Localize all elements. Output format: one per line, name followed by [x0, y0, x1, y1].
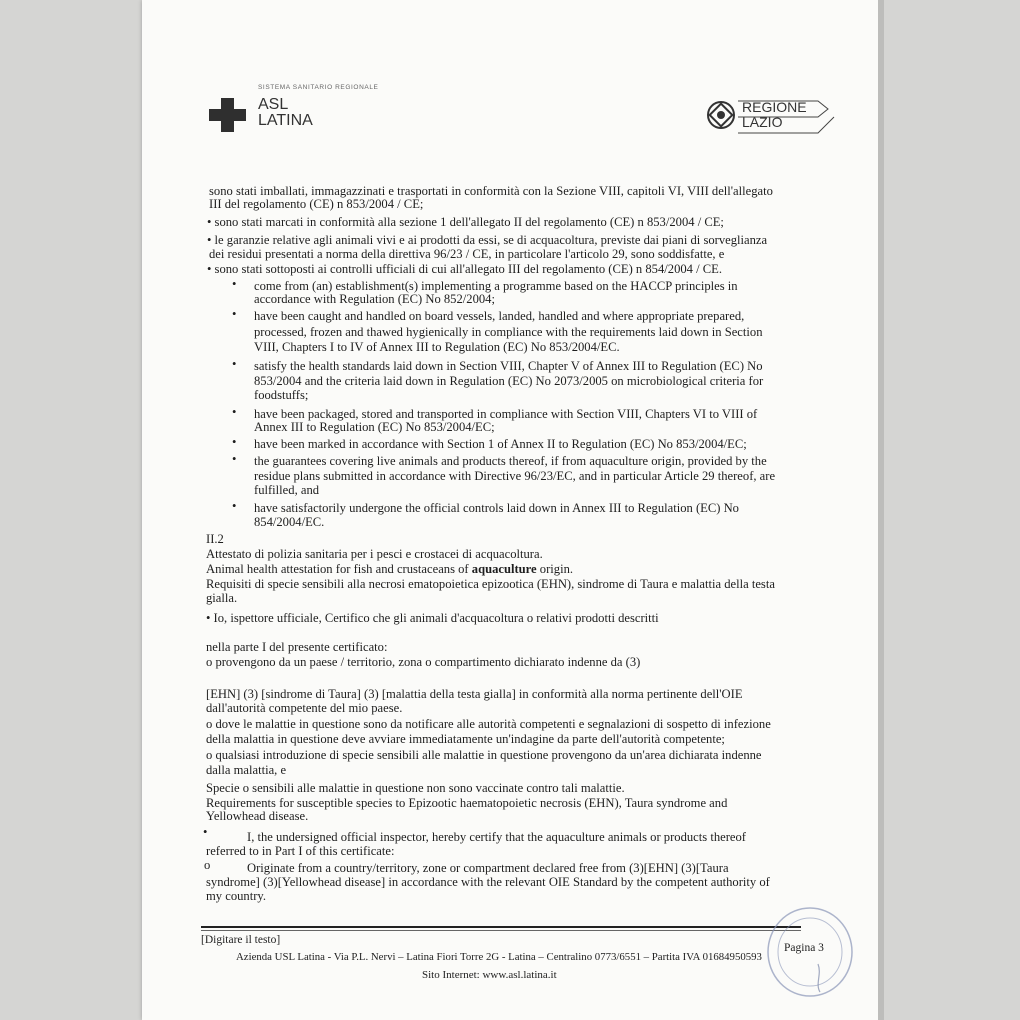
text-line: Requirements for susceptible species to Epizootic haematopoietic necrosis (EHN), Taura syndrome and	[206, 796, 728, 810]
text-line: Requisiti di specie sensibili alla necrosi ematopoietica epizootica (EHN), sindrome di Taura e malattia della testa	[206, 577, 775, 591]
system-label: SISTEMA SANITARIO REGIONALE	[258, 84, 379, 91]
text-line: o provengono da un paese / territorio, zona o compartimento dichiarato indenne da (3)	[206, 655, 641, 669]
text-line: della malattia in questione deve avviare immediatamente un'indagine da parte dell'autorità competente;	[206, 732, 725, 746]
bullet-line: residue plans submitted in accordance with Directive 96/23/EC, and in particular Article 29 thereof, are	[254, 469, 776, 483]
bullet-icon: •	[232, 499, 237, 513]
page-shadow	[878, 0, 884, 1020]
text-line: referred to in Part I of this certificate:	[206, 844, 395, 858]
bullet-line: VIII, Chapters I to IV of Annex III to Regulation (EC) No 853/2004/EC.	[254, 340, 620, 354]
text-line: I, the undersigned official inspector, hereby certify that the aquaculture animals or products thereof	[247, 830, 746, 844]
bullet-line: accordance with Regulation (EC) No 852/2004;	[254, 292, 495, 306]
asl-line1: ASL	[258, 96, 289, 113]
text-line: sono stati imballati, immagazzinati e trasportati in conformità con la Sezione VIII, capitoli VI, VIII dell'allegato	[209, 184, 773, 198]
footer-website: Sito Internet: www.asl.latina.it	[422, 969, 557, 981]
bullet-line: have satisfactorily undergone the official controls laid down in Annex III to Regulation (EC) No	[254, 501, 739, 515]
text-line: Yellowhead disease.	[206, 809, 309, 823]
footer-address: Azienda USL Latina - Via P.L. Nervi – Latina Fiori Torre 2G - Latina – Centralino 0773/6551 – Partita IVA 01684950593	[236, 951, 762, 963]
bullet-line: have been packaged, stored and transported in compliance with Section VIII, Chapters VI to VIII of	[254, 407, 758, 421]
bullet-line: fulfilled, and	[254, 483, 320, 497]
official-stamp-icon	[760, 904, 860, 1004]
text-line: gialla.	[206, 591, 238, 605]
text-line: dei residui presentati a norma della direttiva 96/23 / CE, in particolare l'articolo 29, sono soddisfatte, e	[209, 247, 725, 261]
bullet-line: foodstuffs;	[254, 388, 309, 402]
text-line: o qualsiasi introduzione di specie sensibili alle malattie in questione provengono da un'area dichiarata indenne	[206, 748, 762, 762]
bullet-icon: •	[232, 405, 237, 419]
regione-line2: LAZIO	[742, 114, 783, 130]
text-line: nella parte I del presente certificato:	[206, 640, 388, 654]
page-number: Pagina 3	[784, 942, 824, 954]
bullet-icon: •	[232, 277, 237, 291]
bullet-line: processed, frozen and thawed hygienically in compliance with the requirements laid down in Section	[254, 325, 763, 339]
text-line: dalla malattia, e	[206, 763, 287, 777]
bullet-icon: •	[232, 357, 237, 371]
bullet-line: Annex III to Regulation (EC) No 853/2004/EC;	[254, 420, 495, 434]
text-line: o dove le malattie in questione sono da notificare alle autorità competenti e segnalazioni di sospetto di infezione	[206, 717, 771, 731]
asl-logo-text	[258, 97, 313, 129]
bullet-icon: •	[232, 307, 237, 321]
asl-cross-icon	[209, 98, 246, 132]
footer-rule-thin	[201, 930, 801, 931]
text-line: dall'autorità competente del mio paese.	[206, 701, 403, 715]
bullet-line: have been marked in accordance with Section 1 of Annex II to Regulation (EC) No 853/2004/EC;	[254, 437, 747, 451]
bullet-line: the guarantees covering live animals and products thereof, if from aquaculture origin, provided by the	[254, 454, 767, 468]
text-line: • sono stati sottoposti ai controlli ufficiali di cui all'allegato III del regolamento (CE) n 854/2004 / CE.	[207, 262, 722, 276]
bullet-icon: •	[232, 452, 237, 466]
text-line: Attestato di polizia sanitaria per i pesci e crostacei di acquacoltura.	[206, 547, 543, 561]
section-number: II.2	[206, 532, 224, 546]
bullet-line: satisfy the health standards laid down in Section VIII, Chapter V of Annex III to Regulation (EC) No	[254, 359, 763, 373]
footer-rule	[201, 926, 801, 928]
bullet-icon: •	[232, 435, 237, 449]
regione-line1: REGIONE	[742, 99, 807, 115]
circle-bullet-icon: o	[204, 858, 211, 872]
bullet-line: 853/2004 and the criteria laid down in Regulation (EC) No 2073/2005 on microbiological criteria for	[254, 374, 764, 388]
text-line: III del regolamento (CE) n 853/2004 / CE;	[209, 197, 424, 211]
bullet-line: 854/2004/EC.	[254, 515, 325, 529]
text-line: Originate from a country/territory, zone or compartment declared free from (3)[EHN] (3)[Taura	[247, 861, 729, 875]
text-line: • Io, ispettore ufficiale, Certifico che gli animali d'acquacoltura o relativi prodotti descritti	[206, 611, 659, 625]
bullet-line: come from (an) establishment(s) implementing a programme based on the HACCP principles in	[254, 279, 738, 293]
regione-lazio-emblem-icon	[706, 99, 736, 131]
text-line: my country.	[206, 889, 267, 903]
text-line: [EHN] (3) [sindrome di Taura] (3) [malattia della testa gialla] in conformità alla norma pertinente dell'OIE	[206, 687, 743, 701]
bullet-line: have been caught and handled on board vessels, landed, handled and where appropriate prepared,	[254, 309, 745, 323]
regione-lazio-lines-icon	[736, 99, 836, 135]
text-line: • sono stati marcati in conformità alla sezione 1 dell'allegato II del regolamento (CE) n 853/2004 / CE;	[207, 215, 724, 229]
text-line: Animal health attestation for fish and crustaceans of aquaculture origin.	[206, 562, 574, 576]
text-line: syndrome] (3)[Yellowhead disease] in accordance with the relevant OIE Standard by the competent authority of	[206, 875, 770, 889]
bullet-icon: •	[203, 825, 208, 839]
asl-line2: LATINA	[258, 112, 313, 129]
text-line: Specie o sensibili alle malattie in questione non sono vaccinate contro tali malattie.	[206, 781, 625, 795]
text-line: • le garanzie relative agli animali vivi e ai prodotti da essi, se di acquacoltura, previste dai piani di sorveglianza	[207, 233, 768, 247]
footer-placeholder: [Digitare il testo]	[201, 934, 281, 946]
